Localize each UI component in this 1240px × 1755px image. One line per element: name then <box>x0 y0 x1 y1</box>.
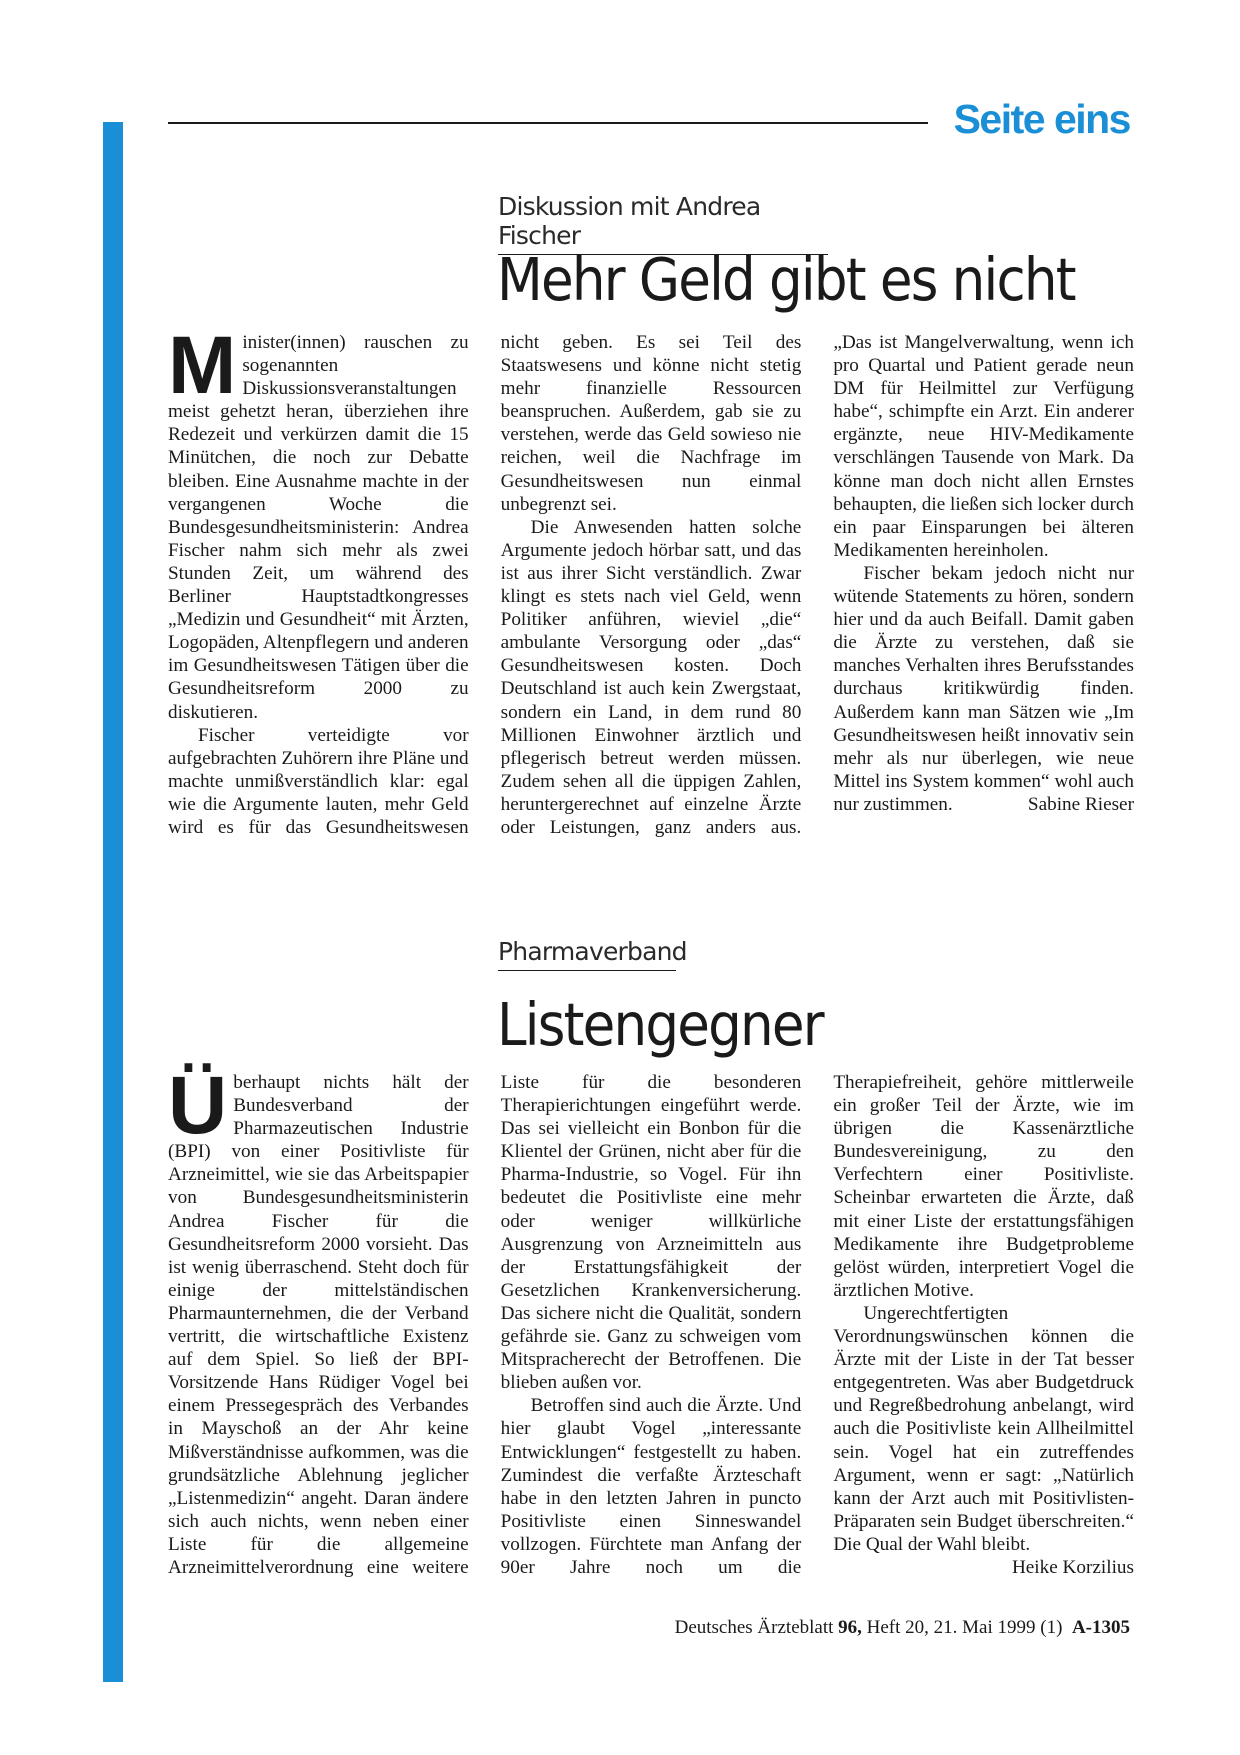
page-number: A-1305 <box>1071 1617 1130 1638</box>
article-paragraph: Ungerechtfertigten Verordnungswünschen können die Ärzte mit der Liste in der Tat besser entgegentreten. Was aber Budgetdruck und Regreßbedrohung anbelangt, wird auch die Positivliste kein Allheilmittel sein. Vogel hat ein zutreffendes Argument, wenn er sagt: „Natürlich kann der Arzt auch mit Positivlisten-Präparaten sein Budget überschreiten.“ Die Qual der Wahl bleibt. Heike Korzilius <box>833 1302 1134 1578</box>
article-paragraph: Betroffen sind auch die Ärzte. Und hier glaubt Vogel „interessante Entwicklungen“ festgestellt zu haben. Zumindest die verfaßte Ärzteschaft habe in den letzten Jahren in puncto Positivliste einen Sinneswandel vollzogen. Fürchtete man Anfang der 90er Jahre noch um die Therapiefreiheit, gehöre mittlerweile ein großer Teil der Ärzte, wie im übrigen die Kassenärztliche Bundesvereinigung, zu den Verfechtern einer Positivliste. Scheinbar erwarteten die Ärzte, daß mit einer Liste der erstattungsfähigen Medikamente ihre Budgetprobleme gelöst würden, interpretiert Vogel die ärztlichen Motive. <box>500 1072 1134 1578</box>
journal-volume: 96, <box>838 1617 862 1638</box>
article-paragraph: Fischer bekam jedoch nicht nur wütende Statements zu hören, sondern hier und da auch Beifall. Damit gaben die Ärzte zu verstehen, daß sie manches Verhalten ihres Berufsstandes durchaus kritikwürdig finden. Außerdem kann man Sätzen wie „Im Gesundheitswesen heißt innovativ sein mehr als nur überlegen, wie neue Mittel ins System kommen“ wohl auch nur zustimmen. Sabine Rieser <box>833 562 1134 815</box>
article-headline: Mehr Geld gibt es nicht <box>497 245 1075 314</box>
accent-sidebar-bar <box>103 122 123 1682</box>
header-rule <box>168 122 928 124</box>
article-author: Sabine Rieser <box>1027 793 1134 815</box>
drop-cap: Ü <box>168 1060 228 1151</box>
article-paragraph: Überhaupt nichts hält der Bundesverband der Pharmazeutischen Industrie (BPI) von einer Positivliste für Arzneimittel, wie sie das Arbeitspapier von Bundesgesundheitsministerin Andrea Fischer für die Gesundheitsreform 2000 vorsieht. Das ist wenig überraschend. Steht doch für einige der mittelständischen Pharmaunternehmen, die der Verband vertritt, die wirtschaftliche Existenz auf dem Spiel. So ließ der BPI-Vorsitzende Hans Rüdiger Vogel bei einem Pressegespräch des Verbandes in Mayschoß an der Ahr keine Mißverständnisse aufkommen, was die grundsätzliche Ablehnung jeglicher „Listenmedizin“ angeht. Daran ändere sich auch nichts, wenn neben einer Liste für die allgemeine Arzneimittelverordnung eine weitere Liste für die besonderen Therapierichtungen eingeführt werde. Das sei vielleicht ein Bonbon für die Klientel der Grünen, nicht aber für die Pharma-Industrie, so Vogel. Für ihn bedeutet die Positivliste eine mehr oder weniger willkürliche Ausgrenzung von Arzneimitteln aus der Erstattungsfähigkeit der Gesetzlichen Krankenversicherung. Das sichere nicht die Qualität, sondern gefährde sie. Ganz zu schweigen vom Mitspracherecht der Betroffenen. Die blieben außen vor. <box>168 1060 802 1578</box>
section-label: Seite eins <box>953 96 1130 142</box>
article-body <box>168 1060 1134 1673</box>
article-paragraph: Die Anwesenden hatten solche Argumente jedoch hörbar satt, und das ist aus ihrer Sicht verständlich. Zwar klingt es stets nach viel Geld, wenn Politiker anführen, wieviel „die“ ambulante Versorgung oder „das“ Gesundheitswesen kosten. Doch Deutschland ist auch kein Zwergstaat, sondern ein Land, in dem rund 80 Millionen Einwohner ärztlich und pflegerisch betreut werden müssen. Zudem sehen all die üppigen Zahlen, heruntergerechnet auf einzelne Ärzte oder Leistungen, ganz anders aus. „Das ist Mangelverwaltung, wenn ich pro Quartal und Patient gerade neun DM für Heilmittel zur Verfügung habe“, schimpfte ein Arzt. Ein anderer ergänzte, neue HIV-Medikamente verschlängen Tausende von Mark. Da könne man doch nicht allen Ernstes behaupten, die ließen sich locker durch ein paar Einsparungen bei älteren Medikamenten hereinholen. <box>500 332 1134 838</box>
article-paragraph: Fischer verteidigte vor aufgebrachten Zuhörern ihre Pläne und machte unmißverständlich klar: egal wie die Argumente lauten, mehr Geld wird es für das Gesundheitswesen nicht geben. Es sei Teil des Staatswesens und könne nicht stetig mehr finanzielle Ressourcen beanspruchen. Außerdem, gab sie zu verstehen, werde das Geld sowieso nie reichen, weil die Nachfrage im Gesundheitswesen nun einmal unbegrenzt sei. <box>168 332 802 838</box>
article-paragraph: Minister(innen) rauschen zu sogenannten Diskussionsveranstaltungen meist gehetzt heran, überziehen ihre Redezeit und verkürzen damit die 15 Minütchen, die noch zur Debatte bleiben. Eine Ausnahme machte in der vergangenen Woche die Bundesgesundheitsministerin: Andrea Fischer nahm sich mehr als zwei Stunden Zeit, um während des Berliner Hauptstadtkongresses „Medizin und Gesundheit“ mit Ärzten, Logopäden, Altenpflegern und anderen im Gesundheitswesen Tätigen über die Gesundheitsreform 2000 zu diskutieren. <box>168 320 469 723</box>
article-kicker: Diskussion mit Andrea Fischer <box>498 192 828 255</box>
article-headline: Listengegner <box>497 990 823 1059</box>
drop-cap: M <box>168 320 237 411</box>
journal-issue: Heft 20, 21. Mai 1999 (1) <box>866 1617 1063 1638</box>
page-footer <box>675 1617 1130 1639</box>
article-kicker: Pharmaverband <box>498 937 676 971</box>
article-body <box>168 320 1134 865</box>
article-author: Heike Korzilius <box>1011 1556 1134 1578</box>
journal-name: Deutsches Ärzteblatt <box>674 1617 834 1638</box>
